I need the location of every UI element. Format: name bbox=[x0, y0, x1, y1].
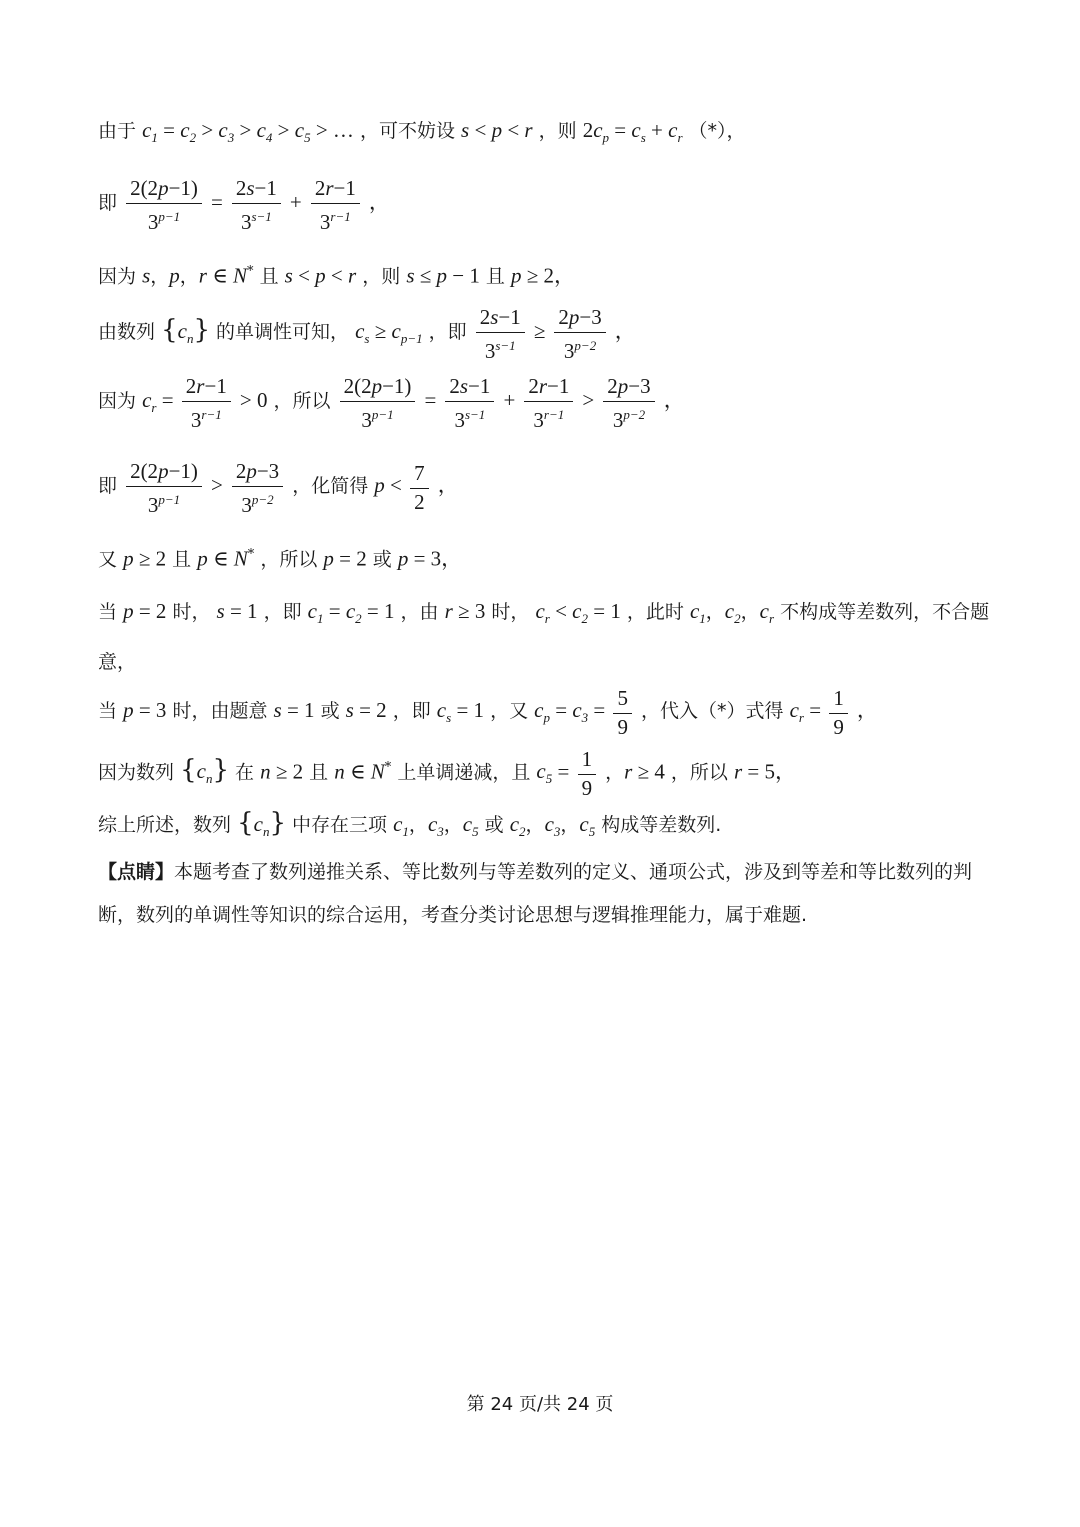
text: 或 bbox=[320, 700, 340, 722]
solution-line-1 bbox=[98, 115, 980, 153]
text: 且 bbox=[485, 265, 505, 288]
text: 由数列 bbox=[98, 321, 156, 343]
comment-text: 本题考查了数列递推关系、等比数列与等差数列的定义、通项公式，涉及到等差和等比数列的判 bbox=[174, 861, 973, 883]
fraction: $\frac{2s-1}{3^{s-1}}$ bbox=[476, 304, 525, 363]
text: 上单调递减，且 bbox=[397, 761, 531, 784]
text: ，即 bbox=[263, 601, 302, 623]
fraction: $\frac{2(2p-1)}{3^{p-1}}$ bbox=[126, 175, 202, 234]
text: 不构成等差数列，不合题 bbox=[780, 601, 990, 623]
text: 意， bbox=[98, 651, 137, 673]
text: ，则 bbox=[538, 120, 577, 142]
solution-line-10: 当 p = 3 时，由题意 s = 1 或 s = 2 ，即 $c_s = 1$ ，又 $c_p = c_3$ = $\frac{5}{9}$ ，代入（*）式得 $c_r$ = $\frac{1}{9}$ ， bbox=[98, 686, 878, 739]
text: 当 bbox=[98, 601, 118, 623]
text: 或 bbox=[372, 548, 392, 571]
text: 由于 bbox=[98, 120, 137, 142]
solution-line-7: 又 p ≥ 2 且 p ∈ N* ，所以 p = 2 或 p = 3， bbox=[98, 546, 463, 571]
fraction: $\frac{1}{9}$ bbox=[829, 685, 848, 739]
text: 时， bbox=[491, 601, 530, 623]
fraction: $\frac{2p-3}{3^{p-2}}$ bbox=[232, 458, 283, 517]
text: ，由 bbox=[400, 601, 439, 623]
text: ，则 bbox=[362, 265, 401, 288]
solution-line-5: 因为 $c_r$ = $\frac{2r-1}{3^{r-1}}$ > 0 ，所以 $\frac{2(2p-1)}{3^{p-1}}$ = $\frac{2s-1}{3^{s-1}}$ + $\frac{2r-1}{3^{r-1}}$ > $\frac{2p-3}{3^{p-2}}$ ， bbox=[98, 373, 685, 432]
solution-line-12: 综上所述，数列 $\{c_n\}$ 中存在三项 $c_1$，$c_3$，$c_5$ 或 $c_2$，$c_3$，$c_5$ 构成等差数列. bbox=[98, 808, 722, 840]
text: 中存在三项 bbox=[292, 814, 388, 836]
fraction: $\frac{2p-3}{3^{p-2}}$ bbox=[603, 373, 654, 432]
text: 因为 bbox=[98, 390, 137, 412]
solution-line-11: 因为数列 $\{c_n\}$ 在 n ≥ 2 且 n ∈ N* 上单调递减，且 $c_5$ = $\frac{1}{9}$ ，r ≥ 4 ，所以 r = 5， bbox=[98, 747, 796, 801]
comment-line-2 bbox=[98, 900, 980, 930]
solution-line-6: 即 $\frac{2(2p-1)}{3^{p-1}}$ > $\frac{2p-3}{3^{p-2}}$ ，化简得 p < $\frac{7}{2}$ ， bbox=[98, 458, 459, 517]
text: ，可不妨设 bbox=[359, 120, 455, 142]
text: 且 bbox=[172, 548, 192, 571]
fraction: $\frac{2p-3}{3^{p-2}}$ bbox=[554, 304, 605, 363]
fraction: $\frac{2r-1}{3^{r-1}}$ bbox=[182, 373, 231, 432]
text: 的单调性可知， bbox=[216, 321, 350, 343]
math-chain: $c_1 = c_2 > c_3 > c_4 > c_5$ > … bbox=[142, 118, 354, 146]
text: ，又 bbox=[490, 700, 529, 722]
fraction: $\frac{2r-1}{3^{r-1}}$ bbox=[524, 373, 573, 432]
text: 因为数列 bbox=[98, 761, 175, 784]
comment-text: 断，数列的单调性等知识的综合运用，考查分类讨论思想与逻辑推理能力，属于难题. bbox=[98, 904, 808, 926]
text: ，所以 bbox=[260, 548, 318, 571]
text: 又 bbox=[98, 548, 118, 571]
text: 且 bbox=[259, 265, 279, 288]
fraction: $\frac{7}{2}$ bbox=[410, 460, 429, 514]
text: ，代入（*）式得 bbox=[641, 700, 784, 722]
page-footer: 第 24 页/共 24 页 bbox=[466, 1394, 614, 1415]
text: 即 bbox=[98, 475, 118, 497]
text: ，化简得 bbox=[292, 475, 369, 497]
text: 或 bbox=[484, 814, 504, 836]
text: ，即 bbox=[428, 321, 467, 343]
text: 综上所述，数列 bbox=[98, 814, 232, 836]
solution-line-8: 当 p = 2 时， s = 1 ，即 $c_1 = c_2 = 1$ ，由 r ≥ 3 时， $c_r < c_2 = 1$ ，此时 $c_1$，$c_2$，$c_r$ 不构成等差数列，不合题 bbox=[98, 599, 990, 627]
fraction: $\frac{5}{9}$ bbox=[613, 685, 632, 739]
text: ，此时 bbox=[626, 601, 684, 623]
text: 当 bbox=[98, 700, 118, 722]
fraction: $\frac{2(2p-1)}{3^{p-1}}$ bbox=[126, 458, 202, 517]
fraction: $\frac{2s-1}{3^{s-1}}$ bbox=[232, 175, 281, 234]
fraction: $\frac{1}{9}$ bbox=[578, 746, 597, 800]
solution-line-3: 因为 s，p，r ∈ N* 且 s < p < r ，则 s ≤ p − 1 且 p ≥ 2， bbox=[98, 263, 576, 288]
text: 在 bbox=[235, 761, 255, 784]
text: 时，由题意 bbox=[172, 700, 268, 722]
solution-line-4: 由数列 $\{c_n\}$ 的单调性可知， $c_s \ge c_{p-1}$ ，即 $\frac{2s-1}{3^{s-1}}$ ≥ $\frac{2p-3}{3^{p-2}}$ ， bbox=[98, 304, 636, 363]
text: 且 bbox=[309, 761, 329, 784]
text: 时， bbox=[172, 601, 211, 623]
math-order: s < p < r bbox=[461, 118, 533, 142]
text: ，所以 bbox=[670, 761, 728, 784]
solution-line-9 bbox=[98, 647, 980, 677]
math-star-eq: $2c_p = c_s + c_r$ bbox=[582, 118, 683, 146]
fraction: $\frac{2(2p-1)}{3^{p-1}}$ bbox=[340, 373, 416, 432]
solution-line-2: 即 $\frac{2(2p-1)}{3^{p-1}}$ = $\frac{2s-1}{3^{s-1}}$ + $\frac{2r-1}{3^{r-1}}$ ， bbox=[98, 175, 390, 234]
comment-line-1 bbox=[98, 857, 980, 887]
text: （*）， bbox=[688, 120, 746, 142]
text: ，所以 bbox=[273, 390, 331, 412]
comment-label: 【点睛】 bbox=[98, 861, 175, 883]
text: 即 bbox=[98, 192, 118, 214]
fraction: $\frac{2r-1}{3^{r-1}}$ bbox=[311, 175, 360, 234]
text: 因为 bbox=[98, 265, 137, 288]
text: 构成等差数列. bbox=[601, 814, 722, 836]
text: ，即 bbox=[392, 700, 431, 722]
fraction: $\frac{2s-1}{3^{s-1}}$ bbox=[445, 373, 494, 432]
